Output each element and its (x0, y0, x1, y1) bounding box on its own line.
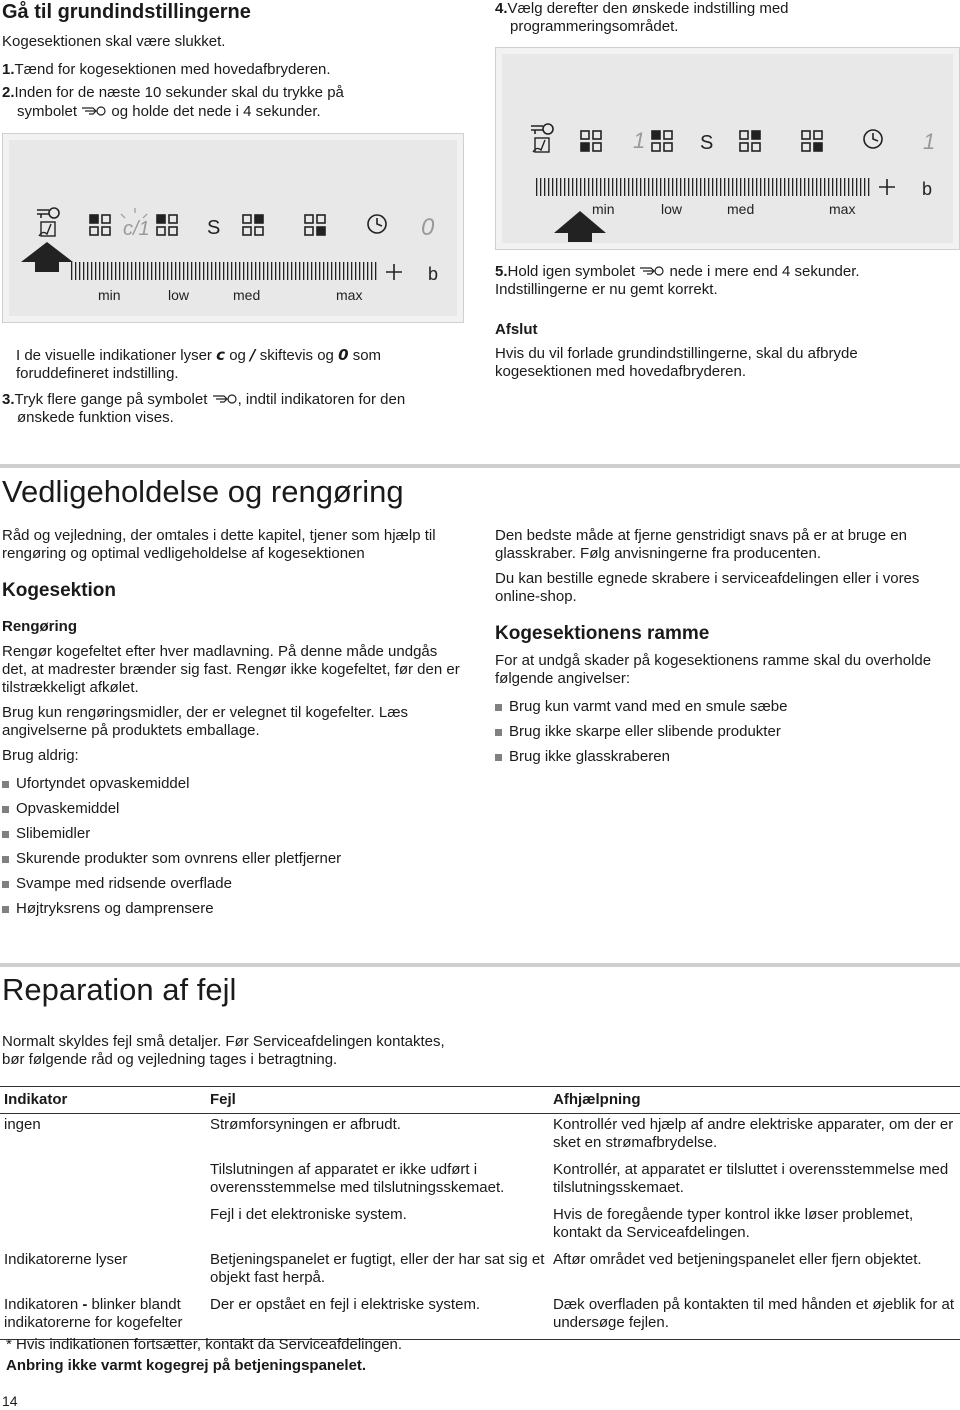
never-use-list (2, 775, 462, 925)
indicator-note: I de visuelle indikationer lyser c og / skiftevis og 0 som foruddefineret indstilling. (16, 346, 382, 382)
cleaning-p2: Brug kun rengøringsmidler, der er velegnet til kogefelter. Læs angivelserne på produktets emballage. (2, 704, 409, 739)
scraper-p1: Den bedste måde at fjerne genstridigt snavs på er at bruge en glasskraber. Følg anvisningerne fra producenten. (495, 527, 907, 562)
label-med: med (727, 201, 755, 217)
setup-intro: Kogesektionen skal være slukket. (2, 33, 226, 50)
section-title-setup: Gå til grundindstillingerne (2, 1, 251, 23)
timer-icon (864, 130, 882, 148)
display-zero: 0 (421, 214, 435, 241)
table-row: Indikatoren - blinker blandt indikatorerne for kogefelter Der er opstået en fejl i elektriske system. Dæk overfladen på kontakten til med hånden et øjeblik for at undersøge fejlen. (0, 1294, 960, 1340)
table-row: ingen Strømforsyningen er afbrudt. Kontrollér ved hjælp af andre elektriske apparater, om der er sket en strømafbrydelse. (4, 1116, 954, 1151)
section-title-repair: Reparation af fejl (2, 972, 237, 1007)
svg-text:c/1: c/1 (123, 218, 150, 240)
label-max: max (336, 287, 363, 303)
list-item: Brug kun varmt vand med en smule sæbe (495, 698, 955, 723)
display-one-right: 1 (923, 129, 936, 154)
footnote-2: Anbring ikke varmt kogegrej på betjeningspanelet. (6, 1357, 367, 1374)
step-4: 4.Vælg derefter den ønskede indstilling med programmeringsområdet. (495, 0, 789, 35)
col-fejl: Fejl (206, 1087, 549, 1114)
one-glyph: / (250, 346, 256, 364)
power-slider (534, 178, 872, 196)
zone-indicator-3 (740, 131, 760, 151)
control-panel-illustration-1 (2, 133, 464, 323)
label-low: low (168, 287, 190, 303)
b-label: b (922, 179, 933, 199)
table-row: Indikatorerne lyser Betjeningspanelet er fugtigt, eller der har sat sig et objekt fast herpå. Aftør området ved betjeningspanelet eller fjern objektet. (4, 1251, 922, 1286)
list-item: Ufortyndet opvaskemiddel (2, 775, 462, 800)
fault-table (0, 1086, 960, 1340)
c-glyph: c (216, 346, 226, 364)
step-3: 3.Tryk flere gange på symbolet , indtil indikatoren for den ønskede funktion vises. (2, 391, 406, 426)
step-1: 1.Tænd for kogesektionen med hovedafbryderen. (2, 61, 331, 78)
maintenance-intro: Råd og vejledning, der omtales i dette kapitel, tjener som hjælp til rengøring og optimal vedligeholdelse af kogesektionen (2, 527, 436, 562)
afslut-heading: Afslut (495, 321, 538, 338)
list-item: Brug ikke skarpe eller slibende produkter (495, 723, 955, 748)
key-hand-icon (37, 208, 59, 236)
display-one: 1 (633, 128, 646, 153)
label-low: low (661, 201, 683, 217)
footnote-1: * Hvis indikationen fortsætter, kontakt da Serviceafdelingen. (6, 1336, 403, 1353)
col-afhjaelpning: Afhjælpning (549, 1087, 960, 1114)
label-min: min (98, 287, 121, 303)
list-item: Skurende produkter som ovnrens eller pletfjerner (2, 850, 462, 875)
col-indikator: Indikator (0, 1087, 206, 1114)
label-min: min (592, 201, 615, 217)
list-item: Opvaskemiddel (2, 800, 462, 825)
label-max: max (829, 201, 856, 217)
zone-indicator-2 (652, 131, 672, 151)
key-symbol-icon (212, 390, 238, 408)
list-item: Højtryksrens og damprensere (2, 900, 462, 925)
zone-indicator-1 (581, 131, 601, 151)
frame-intro: For at undgå skader på kogesektionens ramme skal du overholde følgende angivelser: (495, 652, 932, 687)
b-label: b (428, 264, 439, 284)
table-row: Tilslutningen af apparatet er ikke udført i overensstemmelse med tilslutningsskemaet. Kontrollér, at apparatet er tilsluttet i overensstemmelse med tilslutningsskemaet. (210, 1161, 949, 1196)
zone-indicator-3 (243, 215, 263, 235)
repair-intro: Normalt skyldes fejl små detaljer. Før Serviceafdelingen kontaktes, bør følgende råd og vejledning tages i betragtning. (2, 1033, 445, 1068)
afslut-text: Hvis du vil forlade grundindstillingerne, skal du afbryde kogesektionen med hovedafbryderen. (495, 345, 858, 380)
step-2: 2.Inden for de næste 10 sekunder skal du trykke på symbolet og holde det nede i 4 sekunder. (2, 84, 344, 120)
cleaning-p3: Brug aldrig: (2, 747, 79, 764)
zone-indicator-2 (157, 215, 177, 235)
list-item: Svampe med ridsende overflade (2, 875, 462, 900)
display-blinking-c1 (121, 208, 150, 240)
section-rule (0, 464, 960, 468)
table-row: Fejl i det elektroniske system. Hvis de foregående typer kontrol ikke løser problemet, kontakt da Serviceafdelingen. (210, 1206, 914, 1241)
timer-icon (368, 215, 386, 233)
scraper-p2: Du kan bestille egnede skrabere i serviceafdelingen eller i vores online-shop. (495, 570, 920, 605)
key-symbol-icon (81, 102, 107, 120)
list-item: Slibemidler (2, 825, 462, 850)
list-item: Brug ikke glasskraberen (495, 748, 955, 773)
section-title-maintenance: Vedligeholdelse og rengøring (2, 474, 404, 509)
key-hand-icon (531, 124, 553, 152)
key-symbol-icon (639, 262, 665, 280)
plus-icon (879, 179, 895, 195)
press-arrow-icon (21, 242, 73, 272)
page-number: 14 (2, 1393, 18, 1409)
frame-list (495, 698, 955, 773)
subheading-kogesektion: Kogesektion (2, 580, 117, 601)
step-5: 5.Hold igen symbolet nede i mere end 4 sekunder. Indstillingerne er nu gemt korrekt. (495, 263, 860, 298)
zone-indicator-4 (305, 215, 325, 235)
section-rule (0, 963, 960, 967)
subheading-ramme: Kogesektionens ramme (495, 623, 710, 644)
zone-indicator-4 (802, 131, 822, 151)
s-symbol: S (207, 217, 221, 239)
subheading-rengoring: Rengøring (2, 618, 77, 635)
s-symbol: S (700, 132, 714, 154)
label-med: med (233, 287, 261, 303)
plus-icon (386, 264, 402, 280)
power-slider (69, 262, 379, 280)
cleaning-p1: Rengør kogefeltet efter hver madlavning. På denne måde undgås det, at madrester brænder sig fast. Rengør ikke kogefeltet, før den er tilstrækkeligt afkølet. (2, 643, 460, 696)
zero-glyph: 0 (338, 346, 349, 364)
zone-indicator-1 (90, 215, 110, 235)
table-header-row (0, 1087, 960, 1114)
control-panel-illustration-2 (495, 47, 960, 250)
